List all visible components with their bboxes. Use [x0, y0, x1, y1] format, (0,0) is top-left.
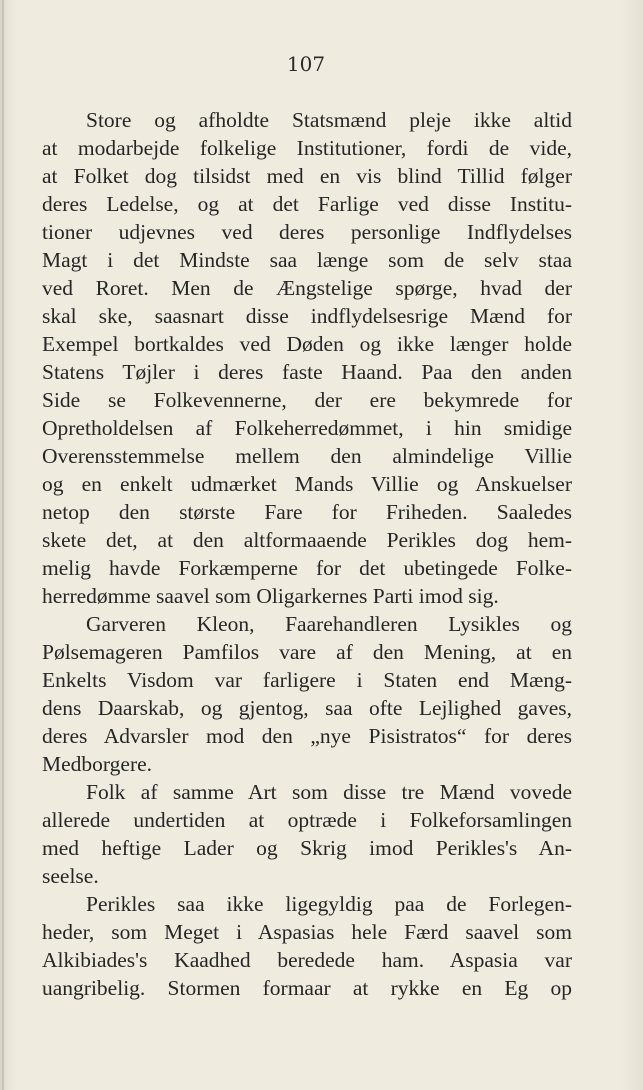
text-line: Alkibiades's Kaadhed beredede ham. Aspasia var [42, 948, 572, 972]
text-line: skete det, at den altformaaende Perikles dog hem- [42, 528, 572, 552]
text-line: Side se Folkevennerne, der ere bekymrede for [42, 388, 572, 412]
text-line: Opretholdelsen af Folkeherredømmet, i hin smidige [42, 416, 572, 440]
page-gutter-edge [2, 0, 4, 1090]
text-line: at Folket dog tilsidst med en vis blind Tillid følger [42, 164, 572, 188]
text-line: deres Ledelse, og at det Farlige ved disse Institu- [42, 192, 572, 216]
text-line: Pølsemageren Pamfilos vare af den Mening, at en [42, 640, 572, 664]
text-line: at modarbejde folkelige Institutioner, fordi de vide, [42, 136, 572, 160]
text-line: netop den største Fare for Friheden. Saaledes [42, 500, 572, 524]
text-line: skal ske, saasnart disse indflydelsesrige Mænd for [42, 304, 572, 328]
body-text [42, 106, 572, 1002]
text-line: deres Advarsler mod den „nye Pisistratos“ for deres [42, 724, 572, 748]
text-line: Exempel bortkaldes ved Døden og ikke længer holde [42, 332, 572, 356]
text-line: Magt i det Mindste saa længe som de selv staa [42, 248, 572, 272]
text-line: allerede undertiden at optræde i Folkeforsamlingen [42, 808, 572, 832]
text-line: med heftige Lader og Skrig imod Perikles's An- [42, 836, 572, 860]
text-line: Store og afholdte Statsmænd pleje ikke altid [86, 108, 572, 132]
text-line: uangribelig. Stormen formaar at rykke en Eg op [42, 976, 572, 1000]
text-line: Perikles saa ikke ligegyldig paa de Forlegen- [86, 892, 572, 916]
text-line: melig havde Forkæmperne for det ubetingede Folke- [42, 556, 572, 580]
page-number: 107 [286, 52, 326, 76]
text-line: og en enkelt udmærket Mands Villie og Anskuelser [42, 472, 572, 496]
text-line: tioner udjevnes ved deres personlige Indflydelses [42, 220, 572, 244]
text-line: ved Roret. Men de Ængstelige spørge, hvad der [42, 276, 572, 300]
text-line: Folk af samme Art som disse tre Mænd vovede [86, 780, 572, 804]
text-line: Medborgere. [42, 752, 153, 776]
text-line: Enkelts Visdom var farligere i Staten end Mæng- [42, 668, 572, 692]
text-line: herredømme saavel som Oligarkernes Parti imod sig. [42, 584, 499, 608]
text-line: dens Daarskab, og gjentog, saa ofte Lejlighed gaves, [42, 696, 572, 720]
text-line: seelse. [42, 864, 99, 888]
text-line: Overensstemmelse mellem den almindelige Villie [42, 444, 572, 468]
text-line: Garveren Kleon, Faarehandleren Lysikles og [86, 612, 572, 636]
text-line: heder, som Meget i Aspasias hele Færd saavel som [42, 920, 572, 944]
text-line: Statens Tøjler i deres faste Haand. Paa den anden [42, 360, 572, 384]
